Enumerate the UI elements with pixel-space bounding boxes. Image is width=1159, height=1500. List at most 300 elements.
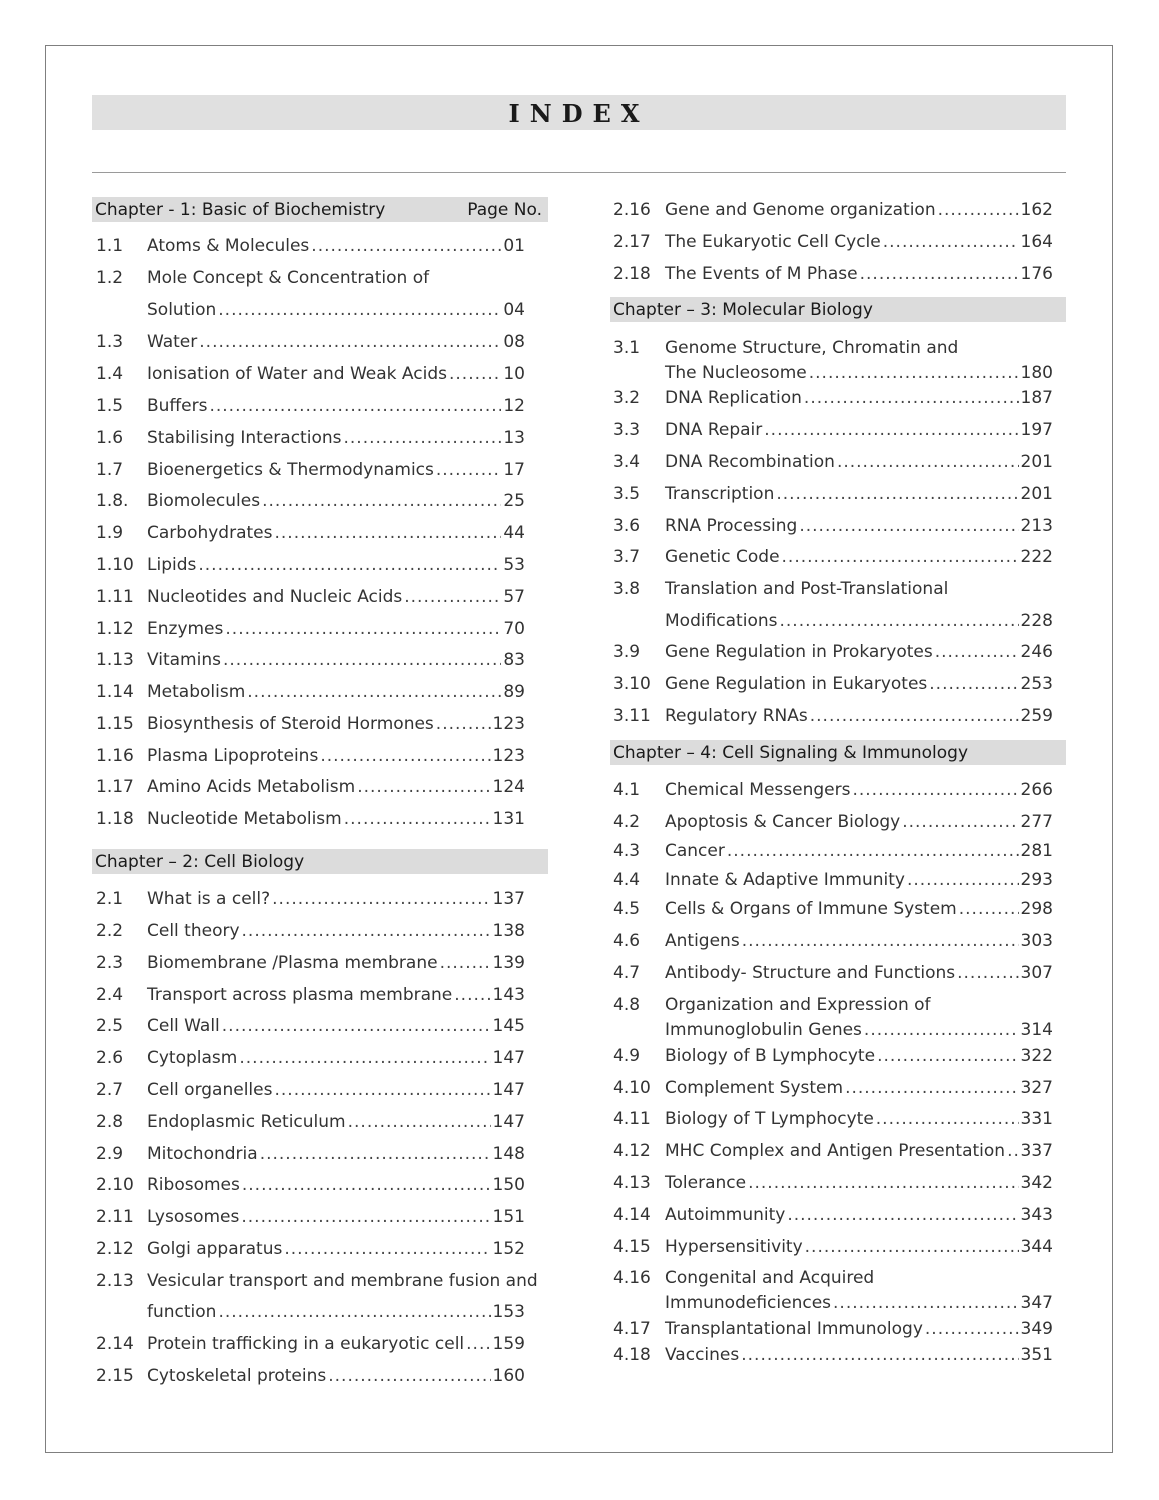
dot-leader [959,897,1019,921]
entry-number: 1.14 [96,682,134,702]
entry-number: 4.10 [613,1078,651,1098]
divider-line [92,172,1066,173]
entry-page-number: 277 [1020,812,1053,832]
index-entry [96,330,525,354]
entry-page-number: 349 [1020,1319,1053,1339]
entry-page-number: 70 [503,619,525,639]
entry-number: 3.7 [613,547,641,567]
entry-label: Tolerance [665,1173,747,1193]
index-entry [96,807,525,831]
entry-number: 1.16 [96,746,134,766]
dot-leader [935,640,1019,664]
dot-leader [262,489,501,513]
index-entry [96,951,525,975]
entry-number: 4.17 [613,1319,651,1339]
index-entry [613,1235,1053,1259]
entry-number: 2.11 [96,1207,134,1227]
entry-label-line1: Translation and Post-Translational [665,579,949,599]
index-entry [96,234,525,258]
index-entry [96,1205,525,1229]
entry-page-number: 201 [1020,452,1053,472]
dot-leader [741,1343,1018,1367]
entry-label: Ribosomes [147,1175,240,1195]
dot-leader [877,1044,1018,1068]
entry-label: Nucleotide Metabolism [147,809,342,829]
dot-leader [242,919,491,943]
entry-page-number: 213 [1020,516,1053,536]
entry-page-number: 159 [492,1334,525,1354]
dot-leader [218,298,501,322]
entry-page-number: 281 [1020,841,1053,861]
index-entry [613,1203,1053,1227]
entry-label: Bioenergetics & Thermodynamics [147,460,434,480]
index-entry [613,929,1053,953]
index-entry [613,839,1053,863]
entry-number: 4.11 [613,1109,651,1129]
dot-leader [357,775,490,799]
dot-leader [247,680,501,704]
entry-label: MHC Complex and Antigen Presentation [665,1141,1006,1161]
entry-label: Atoms & Molecules [147,236,310,256]
dot-leader [727,839,1019,863]
index-entry [613,1171,1053,1195]
entry-label-line1: Vesicular transport and membrane fusion and [147,1271,538,1291]
dot-leader [779,609,1018,633]
entry-label: Complement System [665,1078,844,1098]
dot-leader [436,458,501,482]
entry-label: Transplantational Immunology [665,1319,923,1339]
entry-label: The Eukaryotic Cell Cycle [665,232,881,252]
dot-leader [223,648,501,672]
entry-label: Amino Acids Metabolism [147,777,356,797]
entry-label: Buffers [147,396,208,416]
dot-leader [343,426,501,450]
entry-page-number: 153 [492,1302,525,1322]
index-entry [613,704,1053,728]
index-entry [613,514,1053,538]
entry-number: 4.4 [613,870,641,890]
dot-leader [404,585,501,609]
entry-page-number: 344 [1020,1237,1053,1257]
entry-number: 4.7 [613,963,641,983]
entry-number: 2.8 [96,1112,124,1132]
entry-page-number: 44 [503,523,525,543]
entry-page-number: 53 [503,555,525,575]
dot-leader [864,1018,1019,1042]
index-entry [96,1237,525,1261]
entry-label: Cytoskeletal proteins [147,1366,327,1386]
index-entry [613,1076,1053,1100]
dot-leader [957,961,1018,985]
dot-leader [805,1235,1019,1259]
page-title: INDEX [508,99,650,128]
entry-page-number: 164 [1020,232,1053,252]
entry-number: 4.6 [613,931,641,951]
entry-label: Protein trafficking in a eukaryotic cell [147,1334,465,1354]
index-entry [613,336,1053,385]
entry-number: 2.7 [96,1080,124,1100]
entry-number: 1.5 [96,396,124,416]
entry-label: Antibody- Structure and Functions [665,963,956,983]
index-entry [613,868,1053,892]
entry-number: 2.16 [613,200,651,220]
chapter-4-header [610,740,1066,765]
entry-number: 2.6 [96,1048,124,1068]
dot-leader [860,262,1019,286]
entry-number: 1.10 [96,555,134,575]
entry-number: 2.12 [96,1239,134,1259]
index-entry [96,744,525,768]
entry-label: function [147,1302,217,1322]
dot-leader [902,810,1018,834]
entry-label: Cell theory [147,921,240,941]
entry-label: Biomembrane /Plasma membrane [147,953,438,973]
entry-page-number: 322 [1020,1046,1053,1066]
index-entry [96,887,525,911]
dot-leader [748,1171,1018,1195]
entry-number: 3.1 [613,338,641,358]
index-entry [613,1266,1053,1315]
dot-leader [929,672,1018,696]
dot-leader [938,198,1019,222]
entry-number: 3.3 [613,420,641,440]
entry-number: 3.6 [613,516,641,536]
dot-leader [845,1076,1018,1100]
entry-number: 1.7 [96,460,124,480]
dot-leader [311,234,501,258]
index-entry [96,617,525,641]
index-entry [613,230,1053,254]
index-entry [613,262,1053,286]
entry-page-number: 314 [1020,1020,1053,1040]
entry-number: 1.1 [96,236,124,256]
entry-number: 2.9 [96,1144,124,1164]
index-entry [96,266,525,322]
index-entry [613,672,1053,696]
title-banner [92,95,1066,130]
entry-page-number: 151 [492,1207,525,1227]
entry-label: Biology of B Lymphocyte [665,1046,876,1066]
entry-number: 1.13 [96,650,134,670]
index-entry [613,577,1053,633]
entry-number: 2.3 [96,953,124,973]
entry-number: 3.11 [613,706,651,726]
dot-leader [876,1107,1019,1131]
chapter-2-header [92,849,548,874]
entry-label: Regulatory RNAs [665,706,808,726]
entry-number: 2.2 [96,921,124,941]
entry-page-number: 147 [492,1112,525,1132]
entry-number: 1.17 [96,777,134,797]
index-entry [96,394,525,418]
index-entry [96,712,525,736]
entry-page-number: 147 [492,1080,525,1100]
entry-label: Ionisation of Water and Weak Acids [147,364,447,384]
entry-label: Gene Regulation in Prokaryotes [665,642,933,662]
entry-page-number: 57 [503,587,525,607]
dot-leader [242,1173,491,1197]
entry-label: Cells & Organs of Immune System [665,899,957,919]
index-entry [96,585,525,609]
index-entry [613,993,1053,1042]
dot-leader [883,230,1019,254]
entry-label: DNA Recombination [665,452,835,472]
entry-label: Modifications [665,611,778,631]
entry-label: Transport across plasma membrane [147,985,453,1005]
entry-number: 1.3 [96,332,124,352]
index-entry [613,482,1053,506]
index-entry [613,961,1053,985]
entry-number: 2.4 [96,985,124,1005]
dot-leader [239,1046,490,1070]
entry-number: 2.14 [96,1334,134,1354]
dot-leader [222,1014,491,1038]
entry-page-number: 187 [1020,388,1053,408]
entry-number: 3.10 [613,674,651,694]
dot-leader [1007,1139,1018,1163]
entry-label: Biology of T Lymphocyte [665,1109,874,1129]
entry-page-number: 160 [492,1366,525,1386]
index-entry [96,1269,538,1324]
index-entry [96,1110,525,1134]
entry-label: Antigens [665,931,740,951]
index-entry [96,1364,525,1388]
entry-number: 1.11 [96,587,134,607]
entry-label: Nucleotides and Nucleic Acids [147,587,403,607]
entry-number: 1.9 [96,523,124,543]
entry-label: Transcription [665,484,775,504]
dot-leader [776,482,1018,506]
entry-label: Cell organelles [147,1080,273,1100]
index-entry [96,1142,525,1166]
entry-page-number: 176 [1020,264,1053,284]
entry-label: Chemical Messengers [665,780,851,800]
entry-page-number: 307 [1020,963,1053,983]
dot-leader [225,617,501,641]
entry-page-number: 246 [1020,642,1053,662]
entry-page-number: 228 [1020,611,1053,631]
dot-leader [787,1203,1018,1227]
entry-page-number: 303 [1020,931,1053,951]
entry-label: Golgi apparatus [147,1239,283,1259]
dot-leader [284,1237,490,1261]
entry-number: 4.15 [613,1237,651,1257]
entry-label: Immunoglobulin Genes [665,1020,862,1040]
index-entry [613,545,1053,569]
entry-number: 3.2 [613,388,641,408]
index-entry [96,1014,525,1038]
entry-number: 3.5 [613,484,641,504]
dot-leader [274,1078,490,1102]
entry-number: 1.8. [96,491,129,511]
entry-page-number: 298 [1020,899,1053,919]
dot-leader [799,514,1018,538]
entry-label: Endoplasmic Reticulum [147,1112,346,1132]
dot-leader [440,951,491,975]
entry-number: 4.16 [613,1268,651,1288]
dot-leader [198,553,501,577]
index-entry [613,897,1053,921]
entry-label-line1: Genome Structure, Chromatin and [665,338,959,358]
entry-page-number: 83 [503,650,525,670]
entry-page-number: 331 [1020,1109,1053,1129]
entry-number: 4.5 [613,899,641,919]
index-entry [613,1044,1053,1068]
entry-number: 4.3 [613,841,641,861]
dot-leader [320,744,490,768]
entry-page-number: 137 [492,889,525,909]
entry-number: 4.14 [613,1205,651,1225]
entry-number: 4.2 [613,812,641,832]
entry-label: Mitochondria [147,1144,258,1164]
entry-page-number: 351 [1020,1345,1053,1365]
entry-page-number: 347 [1020,1293,1053,1313]
entry-page-number: 17 [503,460,525,480]
entry-label-line1: Mole Concept & Concentration of [147,268,430,288]
chapter-1-header [92,197,548,222]
dot-leader [348,1110,491,1134]
entry-page-number: 266 [1020,780,1053,800]
entry-number: 1.15 [96,714,134,734]
dot-leader [328,1364,490,1388]
entry-page-number: 143 [492,985,525,1005]
entry-label: Gene Regulation in Eukaryotes [665,674,928,694]
entry-page-number: 337 [1020,1141,1053,1161]
entry-page-number: 197 [1020,420,1053,440]
entry-number: 2.13 [96,1271,134,1291]
index-entry [96,362,525,386]
entry-page-number: 162 [1020,200,1053,220]
entry-number: 2.10 [96,1175,134,1195]
entry-number: 2.1 [96,889,124,909]
dot-leader [833,1291,1019,1315]
index-entry [96,680,525,704]
entry-number: 3.9 [613,642,641,662]
entry-page-number: 01 [503,236,525,256]
dot-leader [436,712,491,736]
entry-number: 2.15 [96,1366,134,1386]
entry-label: What is a cell? [147,889,271,909]
entry-number: 2.18 [613,264,651,284]
index-entry [613,1107,1053,1131]
entry-label: The Nucleosome [665,363,807,383]
entry-page-number: 124 [492,777,525,797]
entry-page-number: 180 [1020,363,1053,383]
entry-number: 3.8 [613,579,641,599]
entry-label: Plasma Lipoproteins [147,746,319,766]
index-entry [613,640,1053,664]
index-entry [96,553,525,577]
page-no-header: Page No. [467,200,542,220]
dot-leader [837,450,1019,474]
chapter-4-title: Chapter – 4: Cell Signaling & Immunology [613,743,969,763]
entry-label: Lipids [147,555,197,575]
entry-label: Hypersensitivity [665,1237,803,1257]
index-entry [613,386,1053,410]
index-entry [96,983,525,1007]
entry-page-number: 327 [1020,1078,1053,1098]
entry-page-number: 08 [503,332,525,352]
entry-number: 1.4 [96,364,124,384]
chapter-2-title: Chapter – 2: Cell Biology [95,852,305,872]
entry-page-number: 150 [492,1175,525,1195]
entry-label: RNA Processing [665,516,798,536]
dot-leader [274,521,501,545]
entry-page-number: 89 [503,682,525,702]
entry-label: Apoptosis & Cancer Biology [665,812,901,832]
dot-leader [852,778,1018,802]
entry-label-line1: Congenital and Acquired [665,1268,875,1288]
dot-leader [466,1332,490,1356]
entry-label: Enzymes [147,619,224,639]
entry-label: Vitamins [147,650,221,670]
entry-page-number: 145 [492,1016,525,1036]
entry-number: 4.13 [613,1173,651,1193]
entry-page-number: 04 [503,300,525,320]
dot-leader [925,1317,1019,1341]
entry-label: Cell Wall [147,1016,220,1036]
dot-leader [449,362,501,386]
entry-page-number: 293 [1020,870,1053,890]
entry-page-number: 138 [492,921,525,941]
chapter-3-header [610,297,1066,322]
entry-number: 4.9 [613,1046,641,1066]
entry-label: Cytoplasm [147,1048,238,1068]
dot-leader [209,394,501,418]
entry-label: Biosynthesis of Steroid Hormones [147,714,434,734]
index-entry [613,810,1053,834]
entry-label: Solution [147,300,217,320]
dot-leader [241,1205,490,1229]
entry-label: Autoimmunity [665,1205,786,1225]
index-entry [96,919,525,943]
entry-number: 4.8 [613,995,641,1015]
index-entry [613,1139,1053,1163]
entry-page-number: 259 [1020,706,1053,726]
dot-leader [809,361,1019,385]
entry-page-number: 147 [492,1048,525,1068]
entry-number: 2.5 [96,1016,124,1036]
entry-page-number: 253 [1020,674,1053,694]
entry-label: DNA Replication [665,388,802,408]
entry-page-number: 201 [1020,484,1053,504]
index-entry [613,198,1053,222]
dot-leader [199,330,501,354]
entry-page-number: 25 [503,491,525,511]
entry-page-number: 123 [492,746,525,766]
entry-label: Genetic Code [665,547,780,567]
entry-label: Biomolecules [147,491,261,511]
dot-leader [810,704,1019,728]
dot-leader [218,1300,490,1324]
index-entry [96,426,525,450]
index-entry [613,778,1053,802]
index-entry [96,521,525,545]
entry-label: Innate & Adaptive Immunity [665,870,905,890]
dot-leader [260,1142,491,1166]
entry-number: 4.18 [613,1345,651,1365]
entry-label: Gene and Genome organization [665,200,936,220]
entry-page-number: 342 [1020,1173,1053,1193]
entry-label: The Events of M Phase [665,264,858,284]
entry-label: Carbohydrates [147,523,273,543]
index-entry [96,1046,525,1070]
dot-leader [804,386,1019,410]
dot-leader [764,418,1018,442]
index-entry [96,1173,525,1197]
index-entry [613,1317,1053,1341]
entry-page-number: 152 [492,1239,525,1259]
